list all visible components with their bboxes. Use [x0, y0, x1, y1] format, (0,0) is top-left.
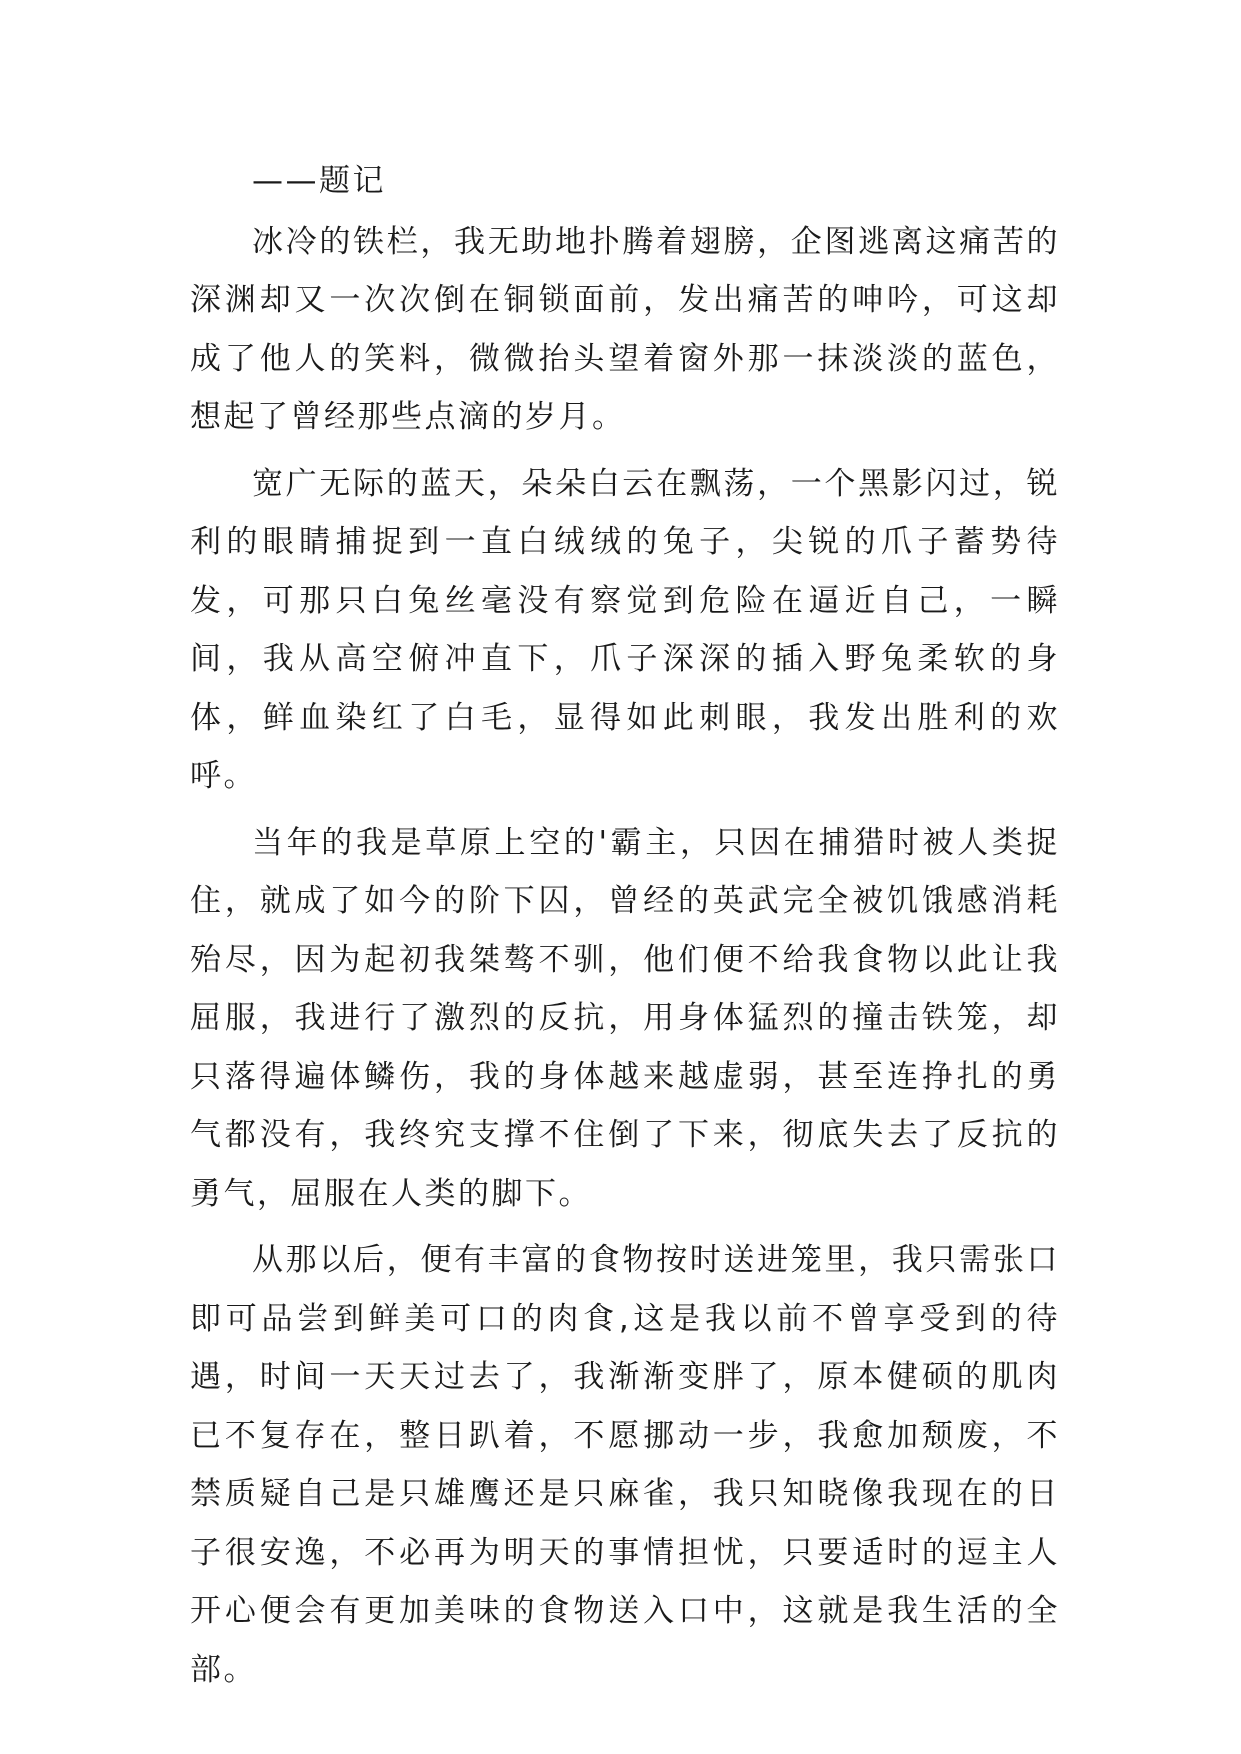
- document-body: [190, 152, 1060, 1699]
- paragraph-3: 当年的我是草原上空的'霸主，只因在捕猎时被人类捉住，就成了如今的阶下囚，曾经的英武完全被饥饿感消耗殆尽，因为起初我桀骜不驯，他们便不给我食物以此让我屈服，我进行了激烈的反抗，用身体猛烈的撞击铁笼，却只落得遍体鳞伤，我的身体越来越虚弱，甚至连挣扎的勇气都没有，我终究支撑不住倒了下来，彻底失去了反抗的勇气，屈服在人类的脚下。: [190, 824, 1060, 1212]
- paragraph-2: 宽广无际的蓝天，朵朵白云在飘荡，一个黑影闪过，锐利的眼睛捕捉到一直白绒绒的兔子，尖锐的爪子蓄势待发，可那只白兔丝毫没有察觉到危险在逼近自己，一瞬间，我从高空俯冲直下，爪子深深的插入野兔柔软的身体，鲜血染红了白毛，显得如此刺眼，我发出胜利的欢呼。: [190, 465, 1060, 794]
- paragraph-1: 冰冷的铁栏，我无助地扑腾着翅膀，企图逃离这痛苦的深渊却又一次次倒在铜锁面前，发出痛苦的呻吟，可这却成了他人的笑料，微微抬头望着窗外那一抹淡淡的蓝色，想起了曾经那些点滴的岁月。: [190, 223, 1060, 435]
- epigraph: ——题记: [252, 163, 386, 199]
- paragraph-4: 从那以后，便有丰富的食物按时送进笼里，我只需张口即可品尝到鲜美可口的肉食,这是我以前不曾享受到的待遇，时间一天天过去了，我渐渐变胖了，原本健硕的肌肉已不复存在，整日趴着，不愿挪动一步，我愈加颓废，不禁质疑自己是只雄鹰还是只麻雀，我只知晓像我现在的日子很安逸，不必再为明天的事情担忧，只要适时的逗主人开心便会有更加美味的食物送入口中，这就是我生活的全部。: [190, 1242, 1060, 1688]
